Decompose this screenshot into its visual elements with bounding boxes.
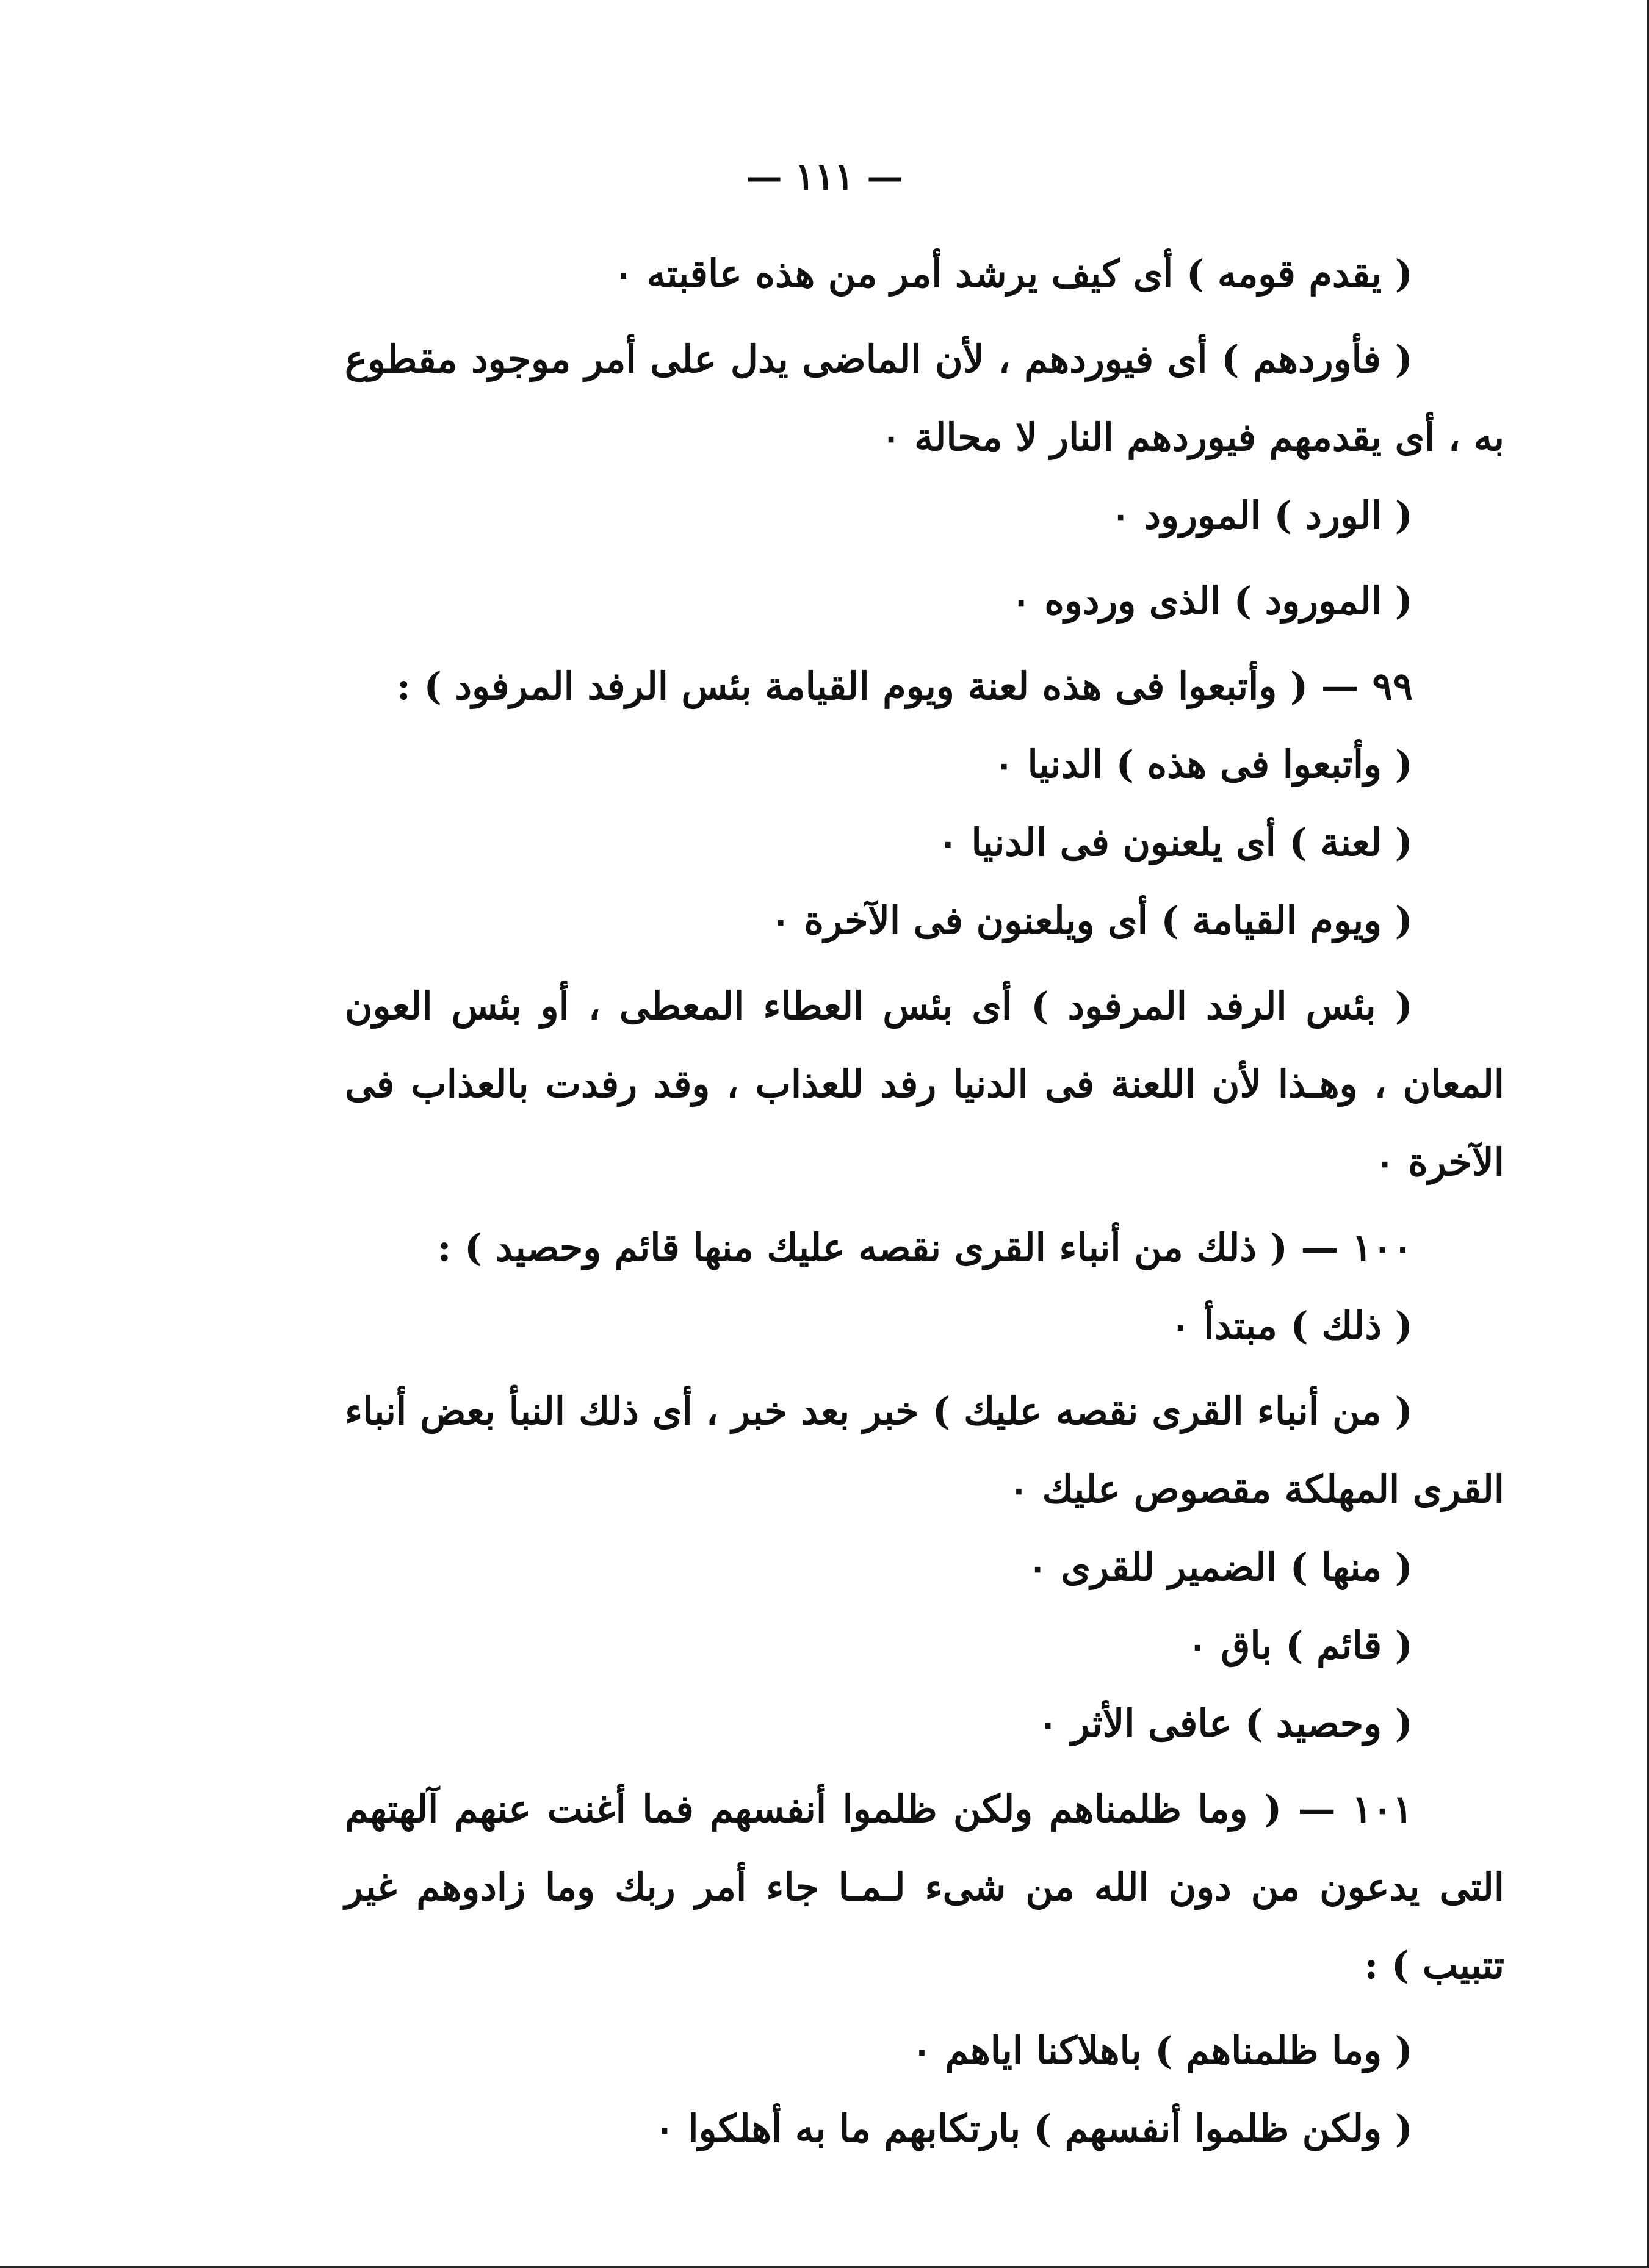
paragraph: ( المورود ) الذى وردوه ٠ <box>1011 578 1413 623</box>
paragraph: ( فأوردهم ) أى فيوردهم ، لأن الماضى يدل على أمر موجود مقطوع به ، أى يقدمهم فيوردهم النار لا محالة ٠ <box>345 337 1504 459</box>
page-number: — ١١١ — <box>745 156 904 198</box>
paragraph: ( يقدم قومه ) أى كيف يرشد أمر من هذه عاقبته ٠ <box>613 251 1413 296</box>
paragraph: ١٠٠ — ( ذلك من أنباء القرى نقصه عليك منها قائم وحصيد ) : <box>437 1225 1413 1270</box>
paragraph: ( لعنة ) أى يلعنون فى الدنيا ٠ <box>937 820 1413 865</box>
paragraph: ( الورد ) المورود ٠ <box>1110 493 1413 538</box>
paragraph: ١٠١ — ( وما ظلمناهم ولكن ظلموا أنفسهم فما أغنت عنهم آلهتهم التى يدعون من دون الله من شىء لـمـا جاء أمر ربك وما زادوهم غير تتبيب ) : <box>345 1787 1504 1987</box>
paragraph: ( ذلك ) مبتدأ ٠ <box>1170 1303 1413 1348</box>
page-body <box>345 235 1504 2168</box>
paragraph: ( منها ) الضمير للقرى ٠ <box>1027 1545 1413 1589</box>
paragraph: ( وحصيد ) عافى الأثر ٠ <box>1037 1701 1413 1746</box>
paragraph: ( من أنباء القرى نقصه عليك ) خبر بعد خبر ، أى ذلك النبأ بعض أنباء القرى المهلكة مقصوص عليك ٠ <box>345 1389 1504 1511</box>
paragraph: ( ويوم القيامة ) أى ويلعنون فى الآخرة ٠ <box>770 898 1413 943</box>
paragraph: ( ولكن ظلموا أنفسهم ) بارتكابهم ما به أهلكوا ٠ <box>654 2106 1413 2151</box>
paragraph: ( قائم ) باق ٠ <box>1187 1623 1413 1668</box>
paragraph: ( وأتبعوا فى هذه ) الدنيا ٠ <box>994 742 1413 787</box>
paragraph: ( بئس الرفد المرفود ) أى بئس العطاء المعطى ، أو بئس العون المعان ، وهـذا لأن اللعنة فى الدنيا رفد للعذاب ، وقد رفدت بالعذاب فى الآخرة ٠ <box>345 984 1504 1184</box>
paragraph: ٩٩ — ( وأتبعوا فى هذه لعنة ويوم القيامة بئس الرفد المرفود ) : <box>397 664 1413 708</box>
paragraph: ( وما ظلمناهم ) باهلاكنا اياهم ٠ <box>911 2028 1413 2073</box>
